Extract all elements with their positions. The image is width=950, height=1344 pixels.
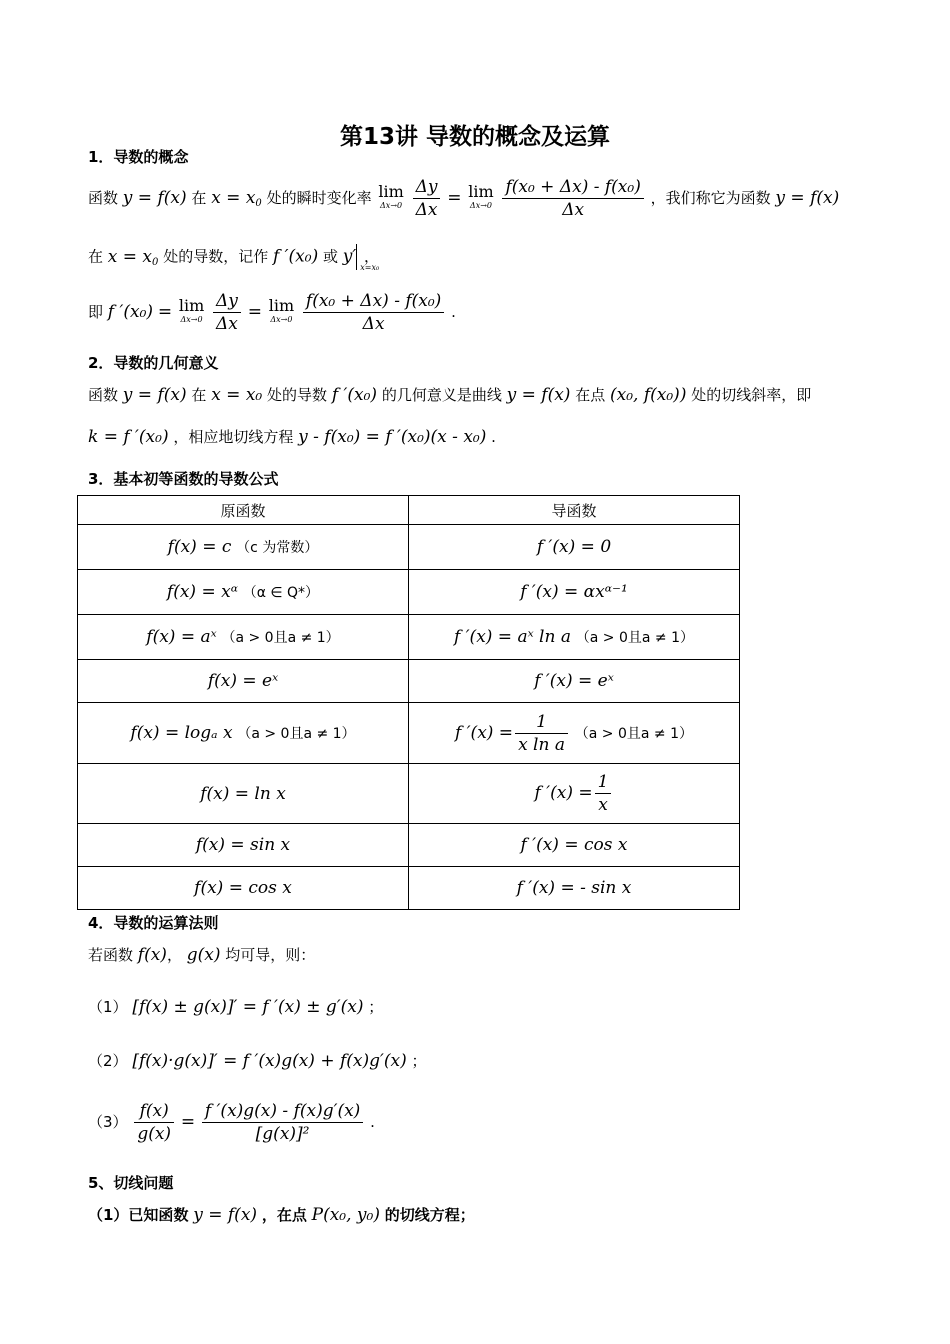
evaluation-bar: x=x₀ [356,244,359,270]
function-expr: y = f(x) [506,385,571,405]
text: ； [411,1052,427,1070]
text: 在点 [575,386,606,404]
section-2-heading: 2．导数的几何意义 [88,354,219,372]
equals-sign: = [157,302,173,322]
table-cell: f(x) = sin x [78,824,409,867]
point-expr: $x = x_0$ [107,246,159,268]
geometry-line-1 [88,384,811,405]
definition-line-2 [88,244,379,270]
text: . [491,428,496,446]
table-cell: f ′(x) = cos x [409,824,740,867]
tangent-problem-1 [88,1204,475,1225]
text: 函数 [88,189,119,207]
section-3-heading: 3．基本初等函数的导数公式 [88,470,279,488]
section-5-heading: 5、切线问题 [88,1174,174,1192]
section-4-heading: 4．导数的运算法则 [88,914,219,932]
table-row [78,703,740,764]
rule-quotient [88,1100,375,1145]
table-cell: f ′(x) = $\frac{1}{\text{x ln a}}$ （a > 0且a ≠ 1） [409,703,740,764]
table-header-row [78,496,740,525]
quotient-right: $\frac{f '(x)g(x) - f(x)g'(x)}{\text{[g(x)]²}}$ [202,1100,363,1145]
geometry-line-2 [88,426,496,447]
text: 在 [191,189,207,207]
table-cell: f(x) = logₐ x （a > 0且a ≠ 1） [78,703,409,764]
table-cell: f(x) = ln x [78,764,409,824]
definition-line-1 [88,176,839,221]
derivative-notation: f ′(x₀) [331,385,378,405]
slope-expr: k = f ′(x₀) [88,427,169,447]
text: ； [368,998,384,1016]
table-cell: f(x) = aˣ （a > 0且a ≠ 1） [78,615,409,660]
function-expr: y = f(x) [193,1205,258,1225]
derivative-notation: f ′(x₀) [107,302,154,322]
table-row [78,660,740,703]
text: ， [364,247,380,266]
text: 若函数 [88,946,134,964]
function-f: f(x) [137,945,167,965]
text: 的切线方程； [384,1206,475,1224]
equals-sign: = [447,188,462,208]
table-cell: f ′(x) = $\frac{1}{x}$ [409,764,740,824]
tangent-point: (x₀, f(x₀)) [610,385,687,405]
text: 处的瞬时变化率 [266,189,372,207]
rule-expr: [f(x) ± g(x)]′ = f ′(x) ± g′(x) [132,997,364,1017]
text: ，我们称它为函数 [650,189,771,207]
text: . [451,303,456,321]
text: 函数 [88,386,119,404]
text: 的几何意义是曲线 [381,386,502,404]
table-cell: f(x) = cos x [78,867,409,910]
quotient-left: $\frac{f(x)}{g(x)}$ [134,1100,174,1145]
rule-expr: [f(x)·g(x)]′ = f ′(x)g(x) + f(x)g′(x) [132,1051,407,1071]
table-row [78,764,740,824]
text: （1）已知函数 [88,1206,189,1224]
equals-sign: = [247,302,262,322]
definition-line-3 [88,290,456,335]
table-row [78,570,740,615]
limit-operator: lim Δx→0 [378,181,404,210]
rule-label: （2） [88,1052,128,1070]
derivative-formula-table [77,495,740,910]
y-prime: y′ [342,246,357,267]
function-expr: y = f(x) [122,188,187,208]
difference-quotient: $\frac{\text{f(x₀ + Δx) - f(x₀)}}{\Delta x}$ [502,176,643,221]
table-cell: f ′(x) = 0 [409,525,740,570]
text: 即 [88,303,104,321]
limit-operator: lim Δx→0 [178,295,205,324]
function-expr: y = f(x) [775,188,840,208]
text: 均可导，则： [225,946,316,964]
text: 在 [191,386,207,404]
text: 处的切线斜率，即 [691,386,812,404]
text: . [370,1113,375,1131]
table-cell: f(x) = c （c 为常数） [78,525,409,570]
column-header: 导函数 [409,496,740,525]
rules-intro [88,944,315,965]
rule-product [88,1050,427,1071]
text: 处的导数 [267,386,328,404]
table-cell: f ′(x) = αxᵅ⁻¹ [409,570,740,615]
table-row [78,615,740,660]
text: 或 [323,247,339,266]
table-cell: f ′(x) = eˣ [409,660,740,703]
rule-label: （1） [88,998,128,1016]
rule-sum [88,996,383,1017]
delta-fraction: $\frac{\Delta y}{\Delta x}$ [413,176,441,221]
difference-quotient: $\frac{\text{f(x₀ + Δx) - f(x₀)}}{\Delta x}$ [303,290,444,335]
function-g: g(x) [186,945,221,965]
function-expr: y = f(x) [122,385,187,405]
text: 在 [88,247,104,266]
point-expr: $x = x_0$ [211,188,262,209]
section-1-heading: 1．导数的概念 [88,148,189,166]
text: ，在点 [261,1206,307,1224]
table-row [78,525,740,570]
limit-operator: lim Δx→0 [268,295,295,324]
table-cell: f ′(x) = - sin x [409,867,740,910]
point-P: P(x₀, y₀) [311,1205,380,1225]
derivative-notation: f ′(x₀) [272,246,319,267]
table-cell: f(x) = eˣ [78,660,409,703]
tangent-equation: y - f(x₀) = f ′(x₀)(x - x₀) [298,427,487,447]
column-header: 原函数 [78,496,409,525]
limit-operator: lim Δx→0 [468,181,494,210]
page-title: 第13讲 导数的概念及运算 [339,124,610,150]
table-row [78,824,740,867]
table-cell: f(x) = xᵅ （α ∈ Q*） [78,570,409,615]
text: 处的导数，记作 [163,247,269,266]
equals-sign: = [180,1112,196,1132]
delta-fraction: $\frac{\Delta y}{\Delta x}$ [213,290,241,335]
text: ， [166,946,182,964]
table-cell: f ′(x) = aˣ ln a （a > 0且a ≠ 1） [409,615,740,660]
point-expr: x = x₀ [211,385,263,405]
text: ，相应地切线方程 [173,428,294,446]
rule-label: （3） [88,1113,128,1131]
table-row [78,867,740,910]
